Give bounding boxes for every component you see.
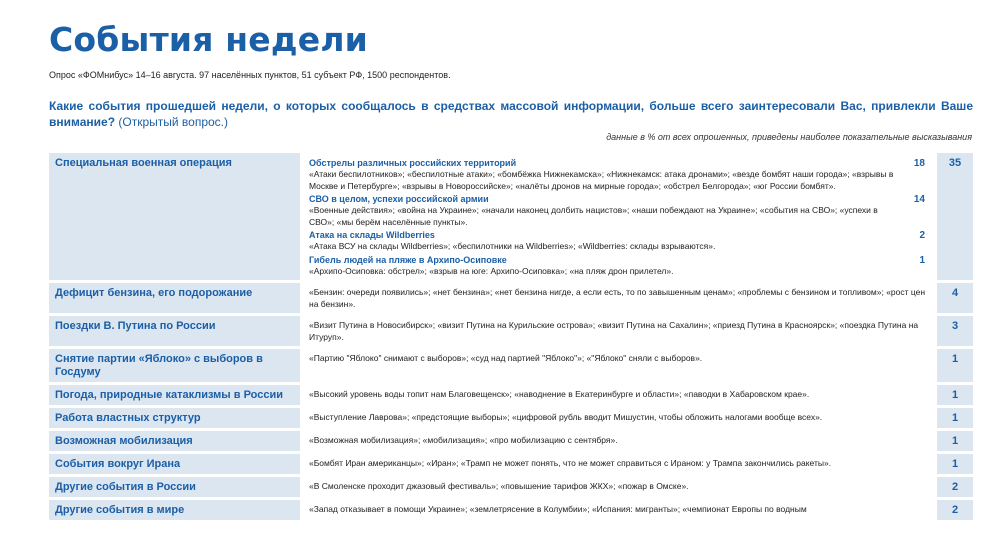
subtopic — [309, 157, 933, 192]
subtopic-title: Обстрелы различных российских территорий — [309, 158, 517, 168]
quotes-text: «Визит Путина в Новосибирск»; «визит Путина на Курильские острова»; «визит Путина на Сахалин»; «приезд Путина в Красноярск»; «поездка Путина на Итуруп». — [309, 320, 919, 342]
quotes-text: «Возможная мобилизация»; «мобилизация»; «про мобилизацию с сентября». — [309, 435, 618, 445]
total-cell: 4 — [937, 283, 973, 313]
topic-cell: Специальная военная операция — [49, 153, 300, 280]
table-row — [49, 385, 973, 405]
subtopic-title: Гибель людей на пляже в Архипо-Осиповке — [309, 254, 507, 265]
details-cell — [303, 385, 933, 405]
quotes-text: «Выступление Лаврова»; «предстоящие выборы»; «цифровой рубль вводит Мишустин, чтобы обложить налогами вообще всех». — [309, 412, 823, 422]
subtopic-value: 18 — [913, 158, 925, 169]
subtopic-title: Атака на склады Wildberries — [309, 230, 435, 240]
quotes-text: «Бомбят Иран американцы»; «Иран»; «Трамп не может понять, что не может справиться с Ираном: у Трампа закончились ракеты». — [309, 458, 832, 468]
topic-cell: Поездки В. Путина по России — [49, 316, 300, 346]
table-row — [49, 431, 973, 451]
subtopic-title: СВО в целом, успехи российской армии — [309, 194, 489, 204]
subtopic — [309, 229, 933, 253]
table-row — [49, 349, 973, 382]
survey-info: Опрос «ФОМнибус» 14–16 августа. 97 населённых пунктов, 51 субъект РФ, 1500 респондентов. — [49, 70, 451, 80]
results-table — [49, 153, 973, 523]
table-row — [49, 500, 973, 520]
subtopic-quotes: «Архипо-Осиповка: обстрел»; «взрыв на юге: Архипо-Осиповка»; «на пляж дрон прилетел». — [309, 265, 674, 276]
subtopic-value: 1 — [919, 254, 925, 266]
topic-cell: Погода, природные катаклизмы в России — [49, 385, 300, 405]
quotes-text: «Запад отказывает в помощи Украине»; «землетрясение в Колумбии»; «Испания: мигранты»; «чемпионат Европы по водным — [309, 504, 807, 514]
quotes-text: «Высокий уровень воды топит нам Благовещенск»; «наводнение в Екатеринбурге и области»; «паводки в Хабаровском крае». — [309, 389, 810, 399]
total-cell: 2 — [937, 477, 973, 497]
total-cell: 1 — [937, 385, 973, 405]
question-text: Какие события прошедшей недели, о которых сообщалось в средствах массовой информации, больше всего заинтересовали Вас, привлекли Ваше внимание? — [49, 99, 973, 129]
total-cell: 1 — [937, 349, 973, 382]
quotes-text: «Партию "Яблоко" снимают с выборов»; «суд над партией "Яблоко"»; «"Яблоко" сняли с выборов». — [309, 353, 703, 363]
details-cell — [303, 408, 933, 428]
details-cell — [303, 431, 933, 451]
details-cell — [303, 454, 933, 474]
total-cell: 3 — [937, 316, 973, 346]
subtopic-quotes: «Атаки беспилотников»; «беспилотные атаки»; «бомбёжка Нижнекамска»; «Нижнекамск: атака дронами»; «везде бомбят наши города»; «взрывы в Москве и Петербурге»; «взрывы в Новороссийске»; «налёты дронов на мирные города»; «обстрел Белгорода»; «юг России бомбят». — [309, 169, 894, 191]
page-title: События недели — [49, 20, 369, 59]
table-row — [49, 316, 973, 346]
details-cell — [303, 316, 933, 346]
data-note: данные в % от всех опрошенных, приведены наиболее показательные высказывания — [606, 132, 972, 142]
table-row — [49, 408, 973, 428]
details-cell — [303, 349, 933, 382]
subtopic — [309, 193, 933, 228]
table-row — [49, 454, 973, 474]
details-cell — [303, 283, 933, 313]
survey-question — [49, 98, 973, 130]
table-row — [49, 477, 973, 497]
total-cell: 1 — [937, 454, 973, 474]
topic-cell: Дефицит бензина, его подорожание — [49, 283, 300, 313]
question-note: (Открытый вопрос.) — [118, 115, 228, 129]
subtopic — [309, 254, 933, 278]
details-cell — [303, 477, 933, 497]
details-cell — [303, 153, 933, 280]
topic-cell: События вокруг Ирана — [49, 454, 300, 474]
topic-cell: Возможная мобилизация — [49, 431, 300, 451]
table-row — [49, 153, 973, 280]
topic-cell: Другие события в России — [49, 477, 300, 497]
total-cell: 1 — [937, 431, 973, 451]
subtopic-quotes: «Атака ВСУ на склады Wildberries»; «беспилотники на Wildberries»; «Wildberries: склады взрываются». — [309, 241, 716, 251]
total-cell: 2 — [937, 500, 973, 520]
total-cell: 1 — [937, 408, 973, 428]
table-row — [49, 283, 973, 313]
subtopic-value: 14 — [913, 194, 925, 205]
details-cell — [303, 500, 933, 520]
topic-cell: Снятие партии «Яблоко» с выборов в Госдуму — [49, 349, 300, 382]
subtopic-value: 2 — [919, 230, 925, 241]
quotes-text: «В Смоленске проходит джазовый фестиваль»; «повышение тарифов ЖКХ»; «пожар в Омске». — [309, 481, 689, 491]
topic-cell: Другие события в мире — [49, 500, 300, 520]
quotes-text: «Бензин: очереди появились»; «нет бензина»; «нет бензина нигде, а если есть, то по завышенным ценам»; «проблемы с бензином и топливом»; «рост цен на бензин». — [309, 287, 926, 309]
subtopic-quotes: «Военные действия»; «война на Украине»; «начали наконец долбить нацистов»; «наши побеждают на Украине»; «события на СВО»; «успехи в СВО»; «мы берём населённые пункты». — [309, 205, 878, 227]
topic-cell: Работа властных структур — [49, 408, 300, 428]
total-cell: 35 — [937, 153, 973, 280]
